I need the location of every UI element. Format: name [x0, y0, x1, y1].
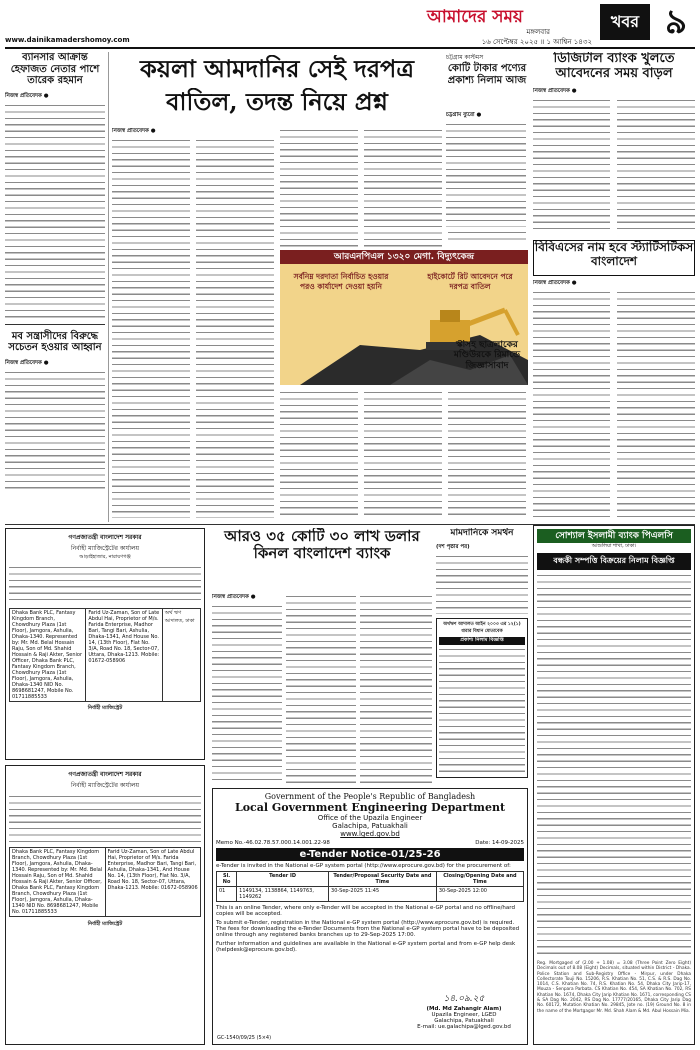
lged-signer-title: Upazila Engineer, LGED: [431, 1012, 497, 1018]
lged-td-closing: 30-Sep-2025 12:00: [436, 887, 523, 902]
lged-p1: This is an online Tender, where only e-Tender will be accepted in the National e-GP portal and no offline/hard copies will be accepted.: [216, 905, 515, 917]
sibl-property-schedule: Reg. Mortgaged of (2.00 + 1.08) = 3.08 (Three Point Zero Eight) Decimals out of 8.08 (Eight) Decimals, situated within District - Dhaka. Police Station and Sub-Registry Office - Mirpur, under Dhaka Collectorate Touji No. 15206, R.S. Khatian No. 51, C.S. & R.S. Dag No. 1014, C.S. Khatian No. 74, R.S. Khatian No. 54, Dhaka City Jarip-17, Mouza - Senpara Parbata. CS Khatian No. 454, SA Khatian No. 702, RS Khatian No. 1674, Dhaka City Jarip Khatian No. 1671, corresponding CS & SA Dag No. 2042, RS Dag No. 17777/20165, Dhaka City Jarip Dag No. 60172, Mutation Khatian No. 29845, Jote no. (19) Ground No. 8 in the name of the Mortgagor Mr. Md. Shah Alam & Md. Abul Hossain Mia.: [537, 961, 691, 1014]
bbs-story-box: [533, 240, 695, 276]
lged-p2: To submit e-Tender, registration in the National e-GP system portal (http://www.eprocure.gov.bd) is required. The fees for downloading the e-Tender Documents from the National e-GP system portal have to be deposited online through any registered banks branches up to 29-Sep-2025 17:00.: [216, 920, 520, 938]
lged-place: Galachipa, Patuakhali: [332, 822, 408, 830]
lged-web-link[interactable]: www.lged.gov.bd: [340, 830, 400, 838]
bb-dollar-body3: [360, 594, 432, 784]
govt1-text: [9, 565, 201, 605]
main-body-col4b: [364, 390, 442, 518]
main-body-col3: [280, 128, 358, 248]
main-body-col1: [112, 138, 190, 518]
digital-bank-story: [533, 52, 695, 86]
lged-office: Office of the Upazila Engineer: [317, 814, 423, 822]
govt2-text: [9, 794, 201, 844]
mamdani-story: [436, 528, 528, 542]
lged-td-sl: 01: [217, 887, 237, 902]
lged-memo: Memo No.-46.02.78.57.000.14.001.22-98: [216, 840, 330, 846]
bbs-body1: [533, 290, 610, 520]
section-label: খবর: [600, 4, 650, 40]
mamdani-headline: মামদানিকে সমর্থন: [450, 528, 514, 538]
govt1-defendant: Farid Uz-Zaman, Son of Late Abdul Hai, Proprietor of M/s. Farida Enterprise, Madhor Bari, Tangi Bari, Ashulia, Dhaka-1341, And House No. 14, (13th Floor), Flat No. 3/A, Road No. 18, Sector-07, Uttara, Dhaka-1213. Mobile: 01672-058906: [86, 609, 162, 702]
story1-body: [5, 103, 105, 318]
bbs-byline: নিজস্ব প্রতিবেদক ●: [533, 280, 577, 286]
lged-p3: Further information and guidelines are available in the National e-GP system portal and from e-GP help desk (helpdesk@eprocure.gov.bd).: [216, 941, 516, 953]
govt2-gov: গণপ্রজাতন্ত্রী বাংলাদেশ সরকার: [68, 771, 142, 778]
govt2-plaintiff: Dhaka Bank PLC, Fantasy Kingdom Branch, Chowdhury Plaza (1st Floor), Jamgora, Ashulia, Dhaka-1340. Represented by: Mr. Md. Belal Hossain Raju, Son of Md. Shahid Hossain & Raji Akter, Senior Officer, Dhaka Bank PLC, Fantasy Kingdom Branch, Chowdhury Plaza (1st Floor), Jamgora, Ashulia, Dhaka-1340 NID No. 8698681247, Mobile No. 01711885533: [10, 848, 106, 917]
govt2-table: [9, 847, 201, 917]
lged-dept: Local Government Engineering Department: [234, 801, 506, 814]
sibl-name: সোশ্যাল ইসলামী ব্যাংক পিএলসি: [537, 529, 691, 543]
page-number: ৯: [664, 2, 688, 42]
customs-byline: চট্টগ্রাম ব্যুরো ●: [446, 112, 482, 118]
bb-dollar-body1: [212, 604, 282, 784]
lged-signer: (Md. Md Zahangir Alam): [426, 1006, 502, 1012]
artha-rin-ad: [436, 618, 528, 778]
story2-body: [5, 370, 105, 490]
mamdani-body: [436, 554, 528, 614]
header-rule: [5, 47, 695, 49]
artha-body: [439, 647, 525, 777]
customs-headline: কোটি টাকার পণ্যের প্রকাশ্য নিলাম আজ: [447, 63, 527, 86]
govt1-gov: গণপ্রজাতন্ত্রী বাংলাদেশ সরকার: [68, 534, 142, 541]
main-headline-line1: কয়লা আমদানির সেই দরপত্র: [140, 55, 414, 83]
story2-byline: নিজস্ব প্রতিবেদক ●: [5, 359, 49, 366]
header-date: ১৬ সেপ্টেম্বর ২০২৫ ॥ ১ আশ্বিন ১৪৩২: [481, 38, 592, 46]
story1-headline: ব্যানসার আক্রান্ত হেফাজত নেতার পাশে তারেক রহমান: [10, 52, 100, 86]
lged-tender-table: [216, 871, 524, 902]
bb-dollar-story: [212, 528, 432, 588]
digital-bank-body1: [533, 98, 610, 233]
remand-headline: স্কীসহ ছাত্রলাকের মণ্ডিউরকে রিমান্ডে জিজ্ঞাসাবাদ: [453, 340, 521, 371]
govt2-defendant: Farid Uz-Zaman, Son of Late Abdul Hai, Proprietor of M/s. Farida Enterprise, Madhor Bari, Tangi Bari, Ashulia, Dhaka-1341, And House No. 14, (13th Floor), Flat No. 3/A, Road No. 18, Sector-07, Uttara, Dhaka-1213. Mobile: 01672-058906: [105, 848, 201, 917]
lged-gc-code: GC-1540/09/25 (5×4): [217, 1035, 272, 1041]
digital-bank-byline: নিজস্ব প্রতিবেদক ●: [533, 88, 577, 94]
header-day: মঙ্গলবার: [526, 28, 550, 36]
lged-signer-mail: E-mail: ue.galachipa@lged.gov.bd: [417, 1024, 511, 1030]
bb-dollar-byline: নিজস্ব প্রতিবেদক ●: [212, 594, 256, 600]
graphic-right-note: হাইকোর্টে রিট আবেদনে পরে দরপত্র বাতিল: [427, 272, 513, 291]
main-body-col2: [196, 138, 274, 518]
artha-title: অর্থঋণ আদালত আইন ২০০৩ এর ১২(১) ধারার বিধান মোতাবেক: [443, 622, 521, 634]
sibl-body: [537, 573, 691, 958]
lged-th-security: Tender/Proposal Security Date and Time: [329, 872, 437, 887]
column-divider: [108, 52, 109, 522]
main-byline: নিজস্ব প্রতিবেদক ●: [112, 128, 156, 134]
bb-dollar-body2: [286, 594, 356, 784]
remand-story: [446, 340, 528, 386]
mamdani-byline: (দশ পৃষ্ঠার পর): [436, 544, 470, 550]
lged-signer-place: Galachipa, Patuakhali: [434, 1018, 494, 1024]
artha-subtitle: প্রকাশ্য নিলাম বিজ্ঞপ্তি: [439, 637, 525, 645]
lged-date: Date: 14-09-2025: [475, 840, 524, 846]
govt2-signer: নির্বাহী ম্যাজিস্ট্রেট: [87, 921, 123, 927]
lged-td-id: 1149134, 1138864, 1149763, 1149262: [237, 887, 329, 902]
lged-tender-title: e-Tender Notice-01/25-26: [216, 848, 524, 861]
digital-bank-body2: [617, 98, 695, 233]
main-headline-line2: বাতিল, তদন্ত নিয়ে প্রশ্ন: [166, 88, 388, 116]
bbs-body2: [617, 290, 695, 520]
customs-auction-story: [446, 52, 528, 112]
digital-bank-headline: ডিজিটাল ব্যাংক খুলতে আবেদনের সময় বাড়ল: [553, 52, 675, 81]
left-column: [5, 52, 105, 522]
bbs-headline: বিবিএসের নাম হবে স্ট্যাটিসটিকস বাংলাদেশ: [534, 240, 694, 268]
main-body-col3b: [280, 390, 358, 518]
govt1-plaintiff: Dhaka Bank PLC, Fantasy Kingdom Branch, Chowdhury Plaza (1st Floor), Jamgora, Ashulia, Dhaka-1340. Represented by: Mr. Md. Belal Hossain Raju, Son of Md. Shahid Hossain & Raji Akter, Senior Officer, Dhaka Bank PLC, Fantasy Kingdom Branch, Chowdhury Plaza (1st Floor), Jamgora, Ashulia, Dhaka-1340 NID No. 8698681247, Mobile No. 01711885533: [10, 609, 86, 702]
customs-body: [446, 122, 526, 227]
govt1-signer: নির্বাহী ম্যাজিস্ট্রেট: [87, 705, 123, 711]
govt1-office: নির্বাহী ম্যাজিস্ট্রেটের কার্যালয়: [70, 545, 140, 552]
sibl-title: বন্ধকী সম্পত্তি বিক্রয়ের নিলাম বিজ্ঞপ্তি: [537, 553, 691, 570]
lged-th-closing: Closing/Opening Date and Time: [436, 872, 523, 887]
sibl-auction-ad: [533, 525, 695, 1045]
sibl-branch: আশুলিয়া শাখা, ঢাকা।: [591, 543, 637, 549]
govt-ad-1: [5, 528, 205, 760]
lged-td-security: 30-Sep-2025 11:45: [329, 887, 437, 902]
site-url[interactable]: www.dainikamadershomoy.com: [5, 36, 130, 44]
lged-signature-block: [409, 991, 519, 1030]
lged-sign-date: ১৪.০৯.২৫: [443, 994, 485, 1004]
story1-byline: নিজস্ব প্রতিবেদক ●: [5, 92, 49, 99]
govt1-table: [9, 608, 201, 702]
main-body-col5b: [448, 390, 526, 518]
main-body-col5a: [448, 230, 526, 245]
graphic-left-note: সর্বনিম্ন দরদাতা নির্বাচিত হওয়ার পরও কার্যাদেশ দেওয়া হয়নি: [293, 272, 389, 291]
lged-intro: e-Tender is invited in the National e-GP system portal (http://www.eprocure.gov.bd) for the procurement of:: [216, 863, 511, 869]
govt1-place: আড়াইহাজার, নারায়ণগঞ্জ: [79, 554, 131, 560]
lged-th-id: Tender ID: [237, 872, 329, 887]
customs-kicker: চট্টগ্রাম কাস্টমস: [446, 54, 484, 61]
lged-tender-ad: [212, 788, 528, 1045]
bb-dollar-headline: আরও ৩৫ কোটি ৩০ লাখ ডলার কিনল বাংলাদেশ ব্যাংক: [224, 528, 420, 563]
graphic-title: আরএনপিএল ১৩২০ মেগা. বিদ্যুৎকেন্দ্র: [280, 250, 528, 264]
govt2-office: নির্বাহী ম্যাজিস্ট্রেটের কার্যালয়: [70, 782, 140, 789]
govt1-court: অর্থ ঋণ আদালত, ঢাকা: [162, 609, 200, 702]
lged-th-sl: Sl. No: [217, 872, 237, 887]
lged-gov: Government of the People's Republic of Bangladesh: [264, 792, 476, 801]
story2-headline: মব সন্ত্রাসীদের বিরুদ্ধে সচেতন হওয়ার আহ্বান: [8, 330, 102, 353]
govt-ad-2: [5, 765, 205, 1045]
newspaper-logo: আমাদের সময়: [427, 7, 523, 27]
main-body-col4: [364, 128, 442, 248]
